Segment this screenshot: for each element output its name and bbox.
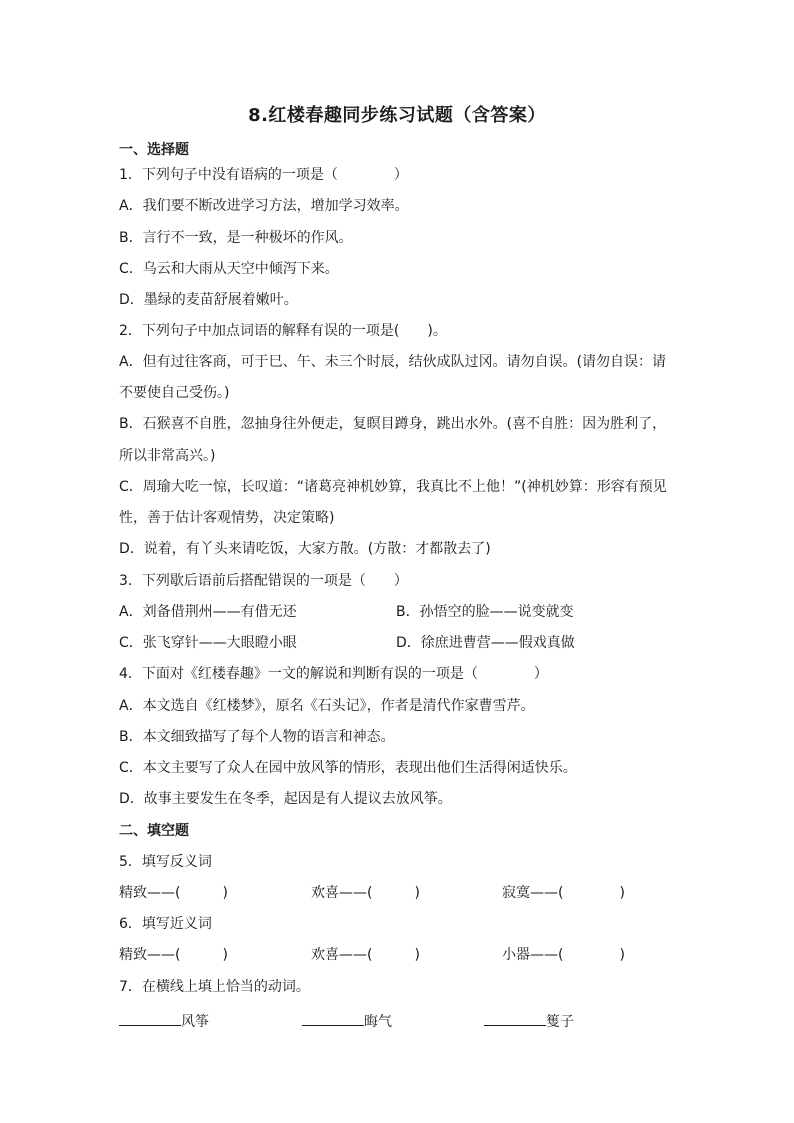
q1-stem: 1．下列句子中没有语病的一项是（ ） xyxy=(119,167,408,183)
q6-word-1: 精致——( ) xyxy=(119,947,228,963)
q3-option-c: C．张飞穿针——大眼瞪小眼 xyxy=(119,635,297,651)
q5-stem: 5．填写反义词 xyxy=(119,854,212,870)
q2-option-c-line2: 性，善于估计客观情势，决定策略) xyxy=(119,510,335,526)
q2-option-c-line1: C．周瑜大吃一惊，长叹道：“诸葛亮神机妙算，我真比不上他！”(神机妙算：形容有预见 xyxy=(119,479,667,495)
q4-option-c: C．本文主要写了众人在园中放风筝的情形，表现出他们生活得闲适快乐。 xyxy=(119,760,577,776)
q7-word-1: 风筝 xyxy=(181,1014,209,1030)
answer-blank-3[interactable] xyxy=(484,1010,546,1026)
q2-stem: 2．下列句子中加点词语的解释有误的一项是( )。 xyxy=(119,323,447,339)
q7-item-1 xyxy=(119,1010,209,1031)
q6-word-2: 欢喜——( ) xyxy=(311,947,420,963)
q6-word-3: 小器——( ) xyxy=(502,947,625,963)
q6-stem: 6．填写近义词 xyxy=(119,916,212,932)
q7-item-3 xyxy=(484,1010,574,1031)
q5-word-3: 寂寞——( ) xyxy=(502,885,625,901)
q4-option-a: A．本文选自《红楼梦》，原名《石头记》，作者是清代作家曹雪芹。 xyxy=(119,698,535,714)
q1-option-a: A．我们要不断改进学习方法，增加学习效率。 xyxy=(119,198,409,214)
page-title: 8.红楼春趣同步练习试题（含答案） xyxy=(248,105,546,126)
q4-option-d: D．故事主要发生在冬季，起因是有人提议去放风筝。 xyxy=(119,791,452,807)
q3-option-b: B．孙悟空的脸——说变就变 xyxy=(396,604,574,620)
q7-word-2: 晦气 xyxy=(364,1014,392,1030)
answer-blank-1[interactable] xyxy=(119,1010,181,1026)
q7-stem: 7．在横线上填上恰当的动词。 xyxy=(119,979,310,995)
q1-option-b: B．言行不一致，是一种极坏的作风。 xyxy=(119,230,353,246)
q2-option-b-line2: 所以非常高兴。) xyxy=(119,448,216,464)
answer-blank-2[interactable] xyxy=(302,1010,364,1026)
q3-stem: 3．下列歇后语前后搭配错误的一项是（ ） xyxy=(119,573,408,589)
q4-stem: 4．下面对《红楼春趣》一文的解说和判断有误的一项是（ ） xyxy=(119,666,548,682)
q2-option-d: D．说着，有丫头来请吃饭，大家方散。(方散：才都散去了) xyxy=(119,541,491,557)
section-heading-choice: 一、选择题 xyxy=(119,142,189,158)
section-heading-fill: 二、填空题 xyxy=(119,823,189,839)
q5-word-1: 精致——( ) xyxy=(119,885,228,901)
q1-option-c: C．乌云和大雨从天空中倾泻下来。 xyxy=(119,261,339,277)
q7-word-3: 篗子 xyxy=(546,1014,574,1030)
q2-option-b-line1: B．石猴喜不自胜，忽抽身往外便走，复瞑目蹲身，跳出水外。(喜不自胜：因为胜利了， xyxy=(119,416,667,432)
q7-item-2 xyxy=(302,1010,392,1031)
q4-option-b: B．本文细致描写了每个人物的语言和神态。 xyxy=(119,729,395,745)
q5-word-2: 欢喜——( ) xyxy=(311,885,420,901)
q3-option-d: D．徐庶进曹营——假戏真做 xyxy=(396,635,575,651)
q2-option-a-line1: A．但有过往客商，可于巳、午、未三个时辰，结伙成队过冈。请勿自误。(请勿自误：请 xyxy=(119,354,667,370)
q1-option-d: D．墨绿的麦苗舒展着嫩叶。 xyxy=(119,292,298,308)
q3-option-a: A．刘备借荆州——有借无还 xyxy=(119,604,297,620)
q2-option-a-line2: 不要使自己受伤。) xyxy=(119,385,230,401)
